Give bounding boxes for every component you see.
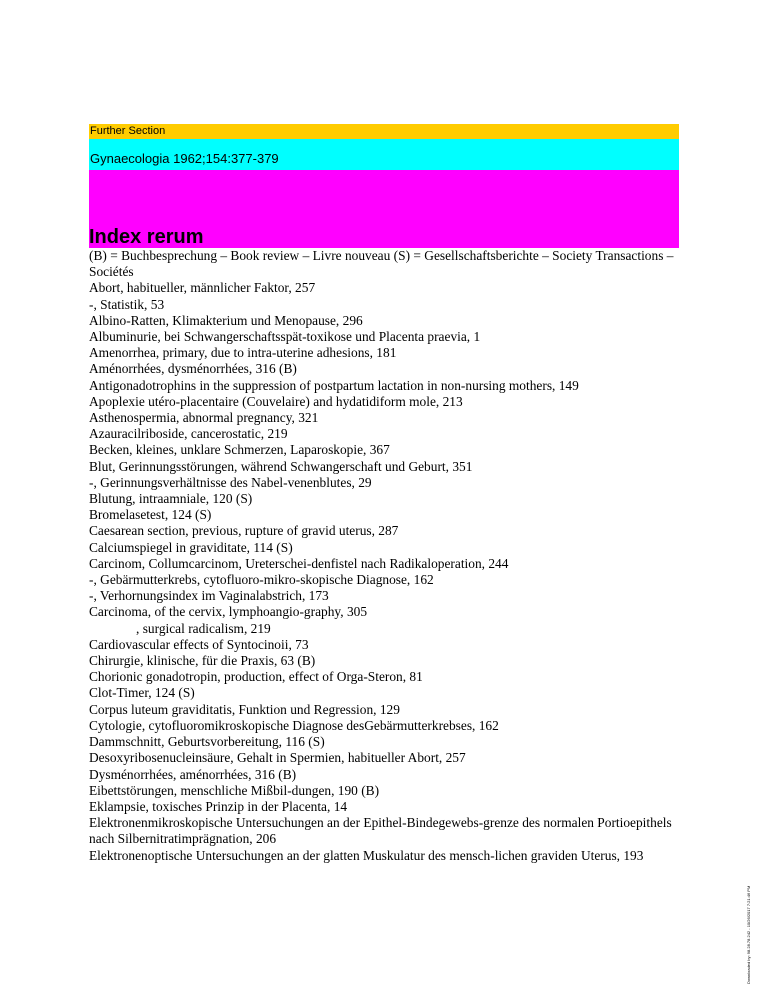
- index-entry: Antigonadotrophins in the suppression of postpartum lactation in non-nursing mothers, 149: [89, 377, 579, 393]
- index-entry: Asthenospermia, abnormal pregnancy, 321: [89, 410, 319, 426]
- index-entry: Bromelasetest, 124 (S): [89, 507, 212, 523]
- index-entry: Eibettstörungen, menschliche Mißbil-dungen, 190 (B): [89, 782, 380, 798]
- index-entry: Azauracilriboside, cancerostatic, 219: [89, 426, 288, 442]
- index-entry: Cytologie, cytofluoromikroskopische Diagnose desGebärmutterkrebses, 162: [89, 717, 499, 733]
- index-entry: Albino-Ratten, Klimakterium und Menopause, 296: [89, 312, 363, 328]
- index-entry: Apoplexie utéro-placentaire (Couvelaire) and hydatidiform mole, 213: [89, 393, 463, 409]
- index-entry: Caesarean section, previous, rupture of gravid uterus, 287: [89, 523, 399, 539]
- index-entry: Chorionic gonadotropin, production, effect of Orga-Steron, 81: [89, 669, 423, 685]
- index-entry: Clot-Timer, 124 (S): [89, 685, 195, 701]
- index-entry: Carcinoma, of the cervix, lymphoangio-graphy, 305: [89, 604, 368, 620]
- index-entry: Desoxyribosenucleinsäure, Gehalt in Spermien, habitueller Abort, 257: [89, 750, 466, 766]
- index-entry: Calciumspiegel in graviditate, 114 (S): [89, 539, 293, 555]
- index-entry: Chirurgie, klinische, für die Praxis, 63 (B): [89, 653, 316, 669]
- index-entry: -, Gerinnungsverhältnisse des Nabel-venenblutes, 29: [89, 474, 372, 490]
- download-watermark: [747, 884, 755, 984]
- index-entry: Dysménorrhées, aménorrhées, 316 (B): [89, 766, 297, 782]
- journal-citation: Gynaecologia 1962;154:377-379: [90, 151, 279, 166]
- page-title: Index rerum: [89, 226, 204, 248]
- index-entry: Corpus luteum graviditatis, Funktion und Regression, 129: [89, 701, 400, 717]
- index-entry-list: [89, 248, 679, 864]
- index-entry: -, Statistik, 53: [89, 296, 165, 312]
- index-entry: Blutung, intraamniale, 120 (S): [89, 491, 253, 507]
- journal-citation-band: [89, 139, 679, 170]
- index-entry: Aménorrhées, dysménorrhées, 316 (B): [89, 361, 297, 377]
- index-entry: Dammschnitt, Geburtsvorbereitung, 116 (S): [89, 734, 325, 750]
- index-entry: Abort, habitueller, männlicher Faktor, 257: [89, 280, 316, 296]
- index-entry: Carcinom, Collumcarcinom, Ureterschei-denfistel nach Radikaloperation, 244: [89, 555, 509, 571]
- download-note: Downloaded by: 98.28.78.242 - 10/26/2017 7:21:46 PM: [746, 885, 751, 984]
- index-entry: Albuminurie, bei Schwangerschaftsspät-toxikose und Placenta praevia, 1: [89, 329, 481, 345]
- index-entry: Becken, kleines, unklare Schmerzen, Laparoskopie, 367: [89, 442, 390, 458]
- index-entry: Cardiovascular effects of Syntocinoii, 73: [89, 636, 309, 652]
- index-entry: Blut, Gerinnungsstörungen, während Schwangerschaft und Geburt, 351: [89, 458, 473, 474]
- index-legend: (B) = Buchbesprechung – Book review – Livre nouveau (S) = Gesellschaftsberichte – Society Transactions – Sociétés: [89, 248, 674, 280]
- index-entry: Elektronenoptische Untersuchungen an der glatten Muskulatur des mensch-lichen graviden Uterus, 193: [89, 847, 644, 863]
- index-entry: , surgical radicalism, 219: [136, 620, 271, 636]
- index-entry: -, Gebärmutterkrebs, cytofluoro-mikro-skopische Diagnose, 162: [89, 572, 434, 588]
- index-entry: Eklampsie, toxisches Prinzip in der Placenta, 14: [89, 798, 348, 814]
- index-entry: Amenorrhea, primary, due to intra-uterine adhesions, 181: [89, 345, 397, 361]
- section-label-band: [89, 124, 679, 139]
- title-band: [89, 170, 679, 248]
- index-entry: Elektronenmikroskopische Untersuchungen an der Epithel-Bindegewebs-grenze des normalen Portioepithels nach Silbernitratimprägnation, 206: [89, 815, 672, 847]
- section-label: Further Section: [90, 125, 166, 137]
- index-entry: -, Verhornungsindex im Vaginalabstrich, 173: [89, 588, 329, 604]
